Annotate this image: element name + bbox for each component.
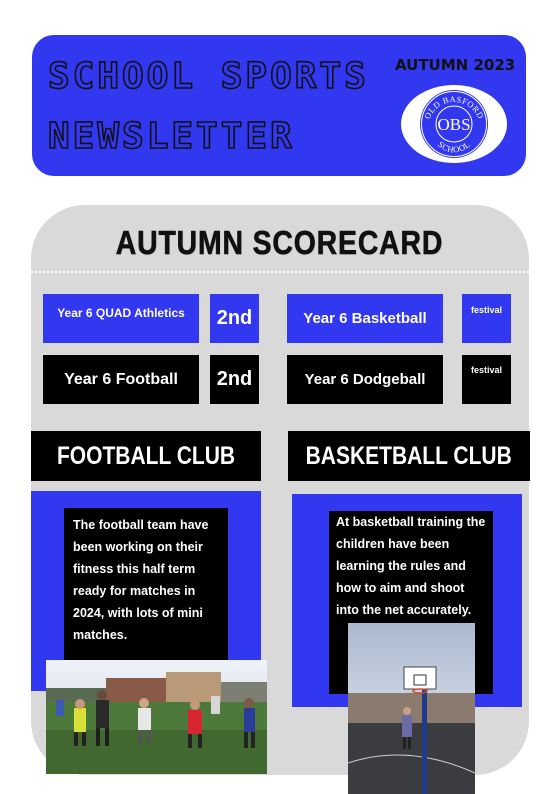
term-label: AUTUMN 2023: [395, 56, 516, 74]
basketball-club-text: At basketball training the children have been learning the rules and how to aim and shoot into the net accurately.: [329, 511, 493, 694]
basketball-photo: [348, 623, 475, 794]
scorecard-event: Year 6 Dodgeball: [287, 355, 443, 404]
newsletter-title-line1: SCHOOL SPORTS: [48, 56, 369, 97]
scorecard-result: festival: [462, 355, 511, 404]
football-club-heading-text: FOOTBALL CLUB: [56, 441, 236, 470]
svg-text:OBS: OBS: [437, 115, 471, 134]
football-club-heading: [31, 431, 261, 481]
newsletter-title-line2: NEWSLETTER: [48, 116, 295, 157]
dotted-divider: [31, 271, 529, 273]
scorecard-result: 2nd: [210, 294, 259, 343]
basketball-club-heading: [288, 431, 530, 481]
scorecard-result: festival: [462, 294, 511, 343]
scorecard-event: Year 6 Football: [43, 355, 199, 404]
scorecard-title: AUTUMN SCORECARD: [115, 224, 444, 261]
svg-text:OLD BASFORD: OLD BASFORD: [421, 93, 487, 121]
school-logo: [400, 84, 508, 164]
football-club-text: The football team have been working on their fitness this half term ready for matches in 2024, with lots of mini matches.: [64, 508, 228, 660]
svg-text:SCHOOL: SCHOOL: [435, 139, 473, 155]
scorecard-event: Year 6 QUAD Athletics: [43, 294, 199, 343]
scorecard-event: Year 6 Basketball: [287, 294, 443, 343]
football-photo: [46, 660, 267, 774]
scorecard-result: 2nd: [210, 355, 259, 404]
basketball-club-heading-text: BASKETBALL CLUB: [305, 441, 513, 470]
